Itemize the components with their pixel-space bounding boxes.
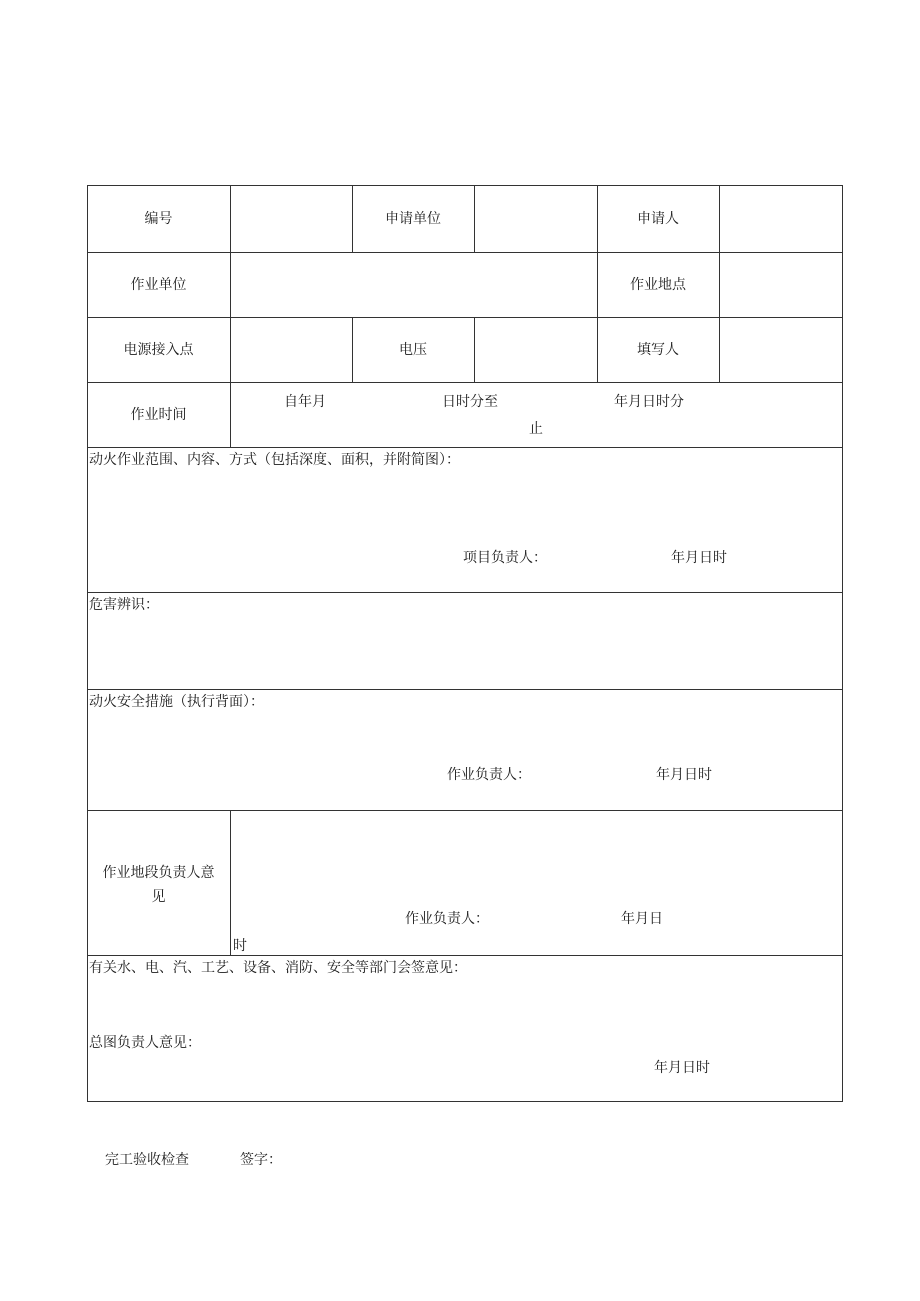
row-divider	[87, 810, 843, 811]
row-divider	[87, 1101, 843, 1102]
hot-work-permit-form	[87, 185, 843, 1102]
countersign-date-text: 年月日时	[654, 1060, 710, 1076]
power-point-label: 电源接入点	[123, 342, 194, 358]
row-divider	[87, 955, 843, 956]
safety-date-text: 年月日时	[656, 767, 712, 783]
applicant-label: 申请人	[637, 211, 679, 227]
column-divider	[230, 810, 231, 955]
form-border-right	[842, 185, 843, 1102]
time-mid-text: 日时分至	[442, 394, 498, 410]
work-unit-field[interactable]	[232, 254, 595, 315]
row-divider	[87, 447, 843, 448]
completion-check-label: 完工验收检查	[105, 1152, 189, 1168]
signature-label: 签字：	[240, 1152, 282, 1168]
row-divider	[87, 689, 843, 690]
section-opinion-label-line2: 见	[151, 889, 166, 905]
row-divider	[87, 592, 843, 593]
code-label: 编号	[144, 211, 173, 227]
safety-label: 动火安全措施（执行背面）：	[89, 694, 264, 710]
voltage-label: 电压	[399, 342, 427, 358]
code-field[interactable]	[232, 187, 350, 250]
form-border-left	[87, 185, 88, 1102]
section-opinion-label-line1: 作业地段负责人意	[102, 865, 215, 881]
column-divider	[474, 317, 475, 382]
work-location-label: 作业地点	[630, 277, 686, 293]
safety-signer-label: 作业负责人：	[447, 767, 531, 783]
column-divider	[230, 185, 231, 447]
work-location-field[interactable]	[721, 254, 840, 315]
hazard-label: 危害辨识：	[89, 597, 159, 613]
row-divider	[87, 252, 843, 253]
applicant-unit-label: 申请单位	[385, 211, 441, 227]
row-divider	[87, 185, 843, 186]
row-divider	[87, 382, 843, 383]
row-divider	[87, 317, 843, 318]
work-time-label: 作业时间	[130, 407, 187, 423]
countersign-label: 有关水、电、汽、工艺、设备、消防、安全等部门会签意见：	[89, 960, 467, 976]
section-opinion-date-text: 年月日	[621, 911, 663, 927]
time-end-text: 年月日时分	[614, 394, 684, 410]
scope-label: 动火作业范围、内容、方式（包括深度、面积，并附简图）：	[89, 452, 460, 468]
scope-date-text: 年月日时	[671, 550, 727, 566]
voltage-field[interactable]	[476, 319, 595, 380]
column-divider	[719, 185, 720, 382]
section-opinion-field[interactable]	[232, 812, 840, 953]
scope-signer-label: 项目负责人：	[463, 550, 547, 566]
time-stop-text: 止	[529, 421, 543, 437]
applicant-field[interactable]	[721, 187, 840, 250]
filler-label: 填写人	[637, 342, 679, 358]
time-from-text: 自年月	[284, 394, 326, 410]
section-opinion-hour-text: 时	[233, 938, 247, 954]
column-divider	[474, 185, 475, 252]
applicant-unit-field[interactable]	[476, 187, 595, 250]
chief-opinion-label: 总图负责人意见：	[89, 1035, 201, 1051]
filler-field[interactable]	[721, 319, 840, 380]
power-point-field[interactable]	[232, 319, 350, 380]
section-opinion-signer-label: 作业负责人：	[405, 911, 489, 927]
work-unit-label: 作业单位	[130, 277, 187, 293]
